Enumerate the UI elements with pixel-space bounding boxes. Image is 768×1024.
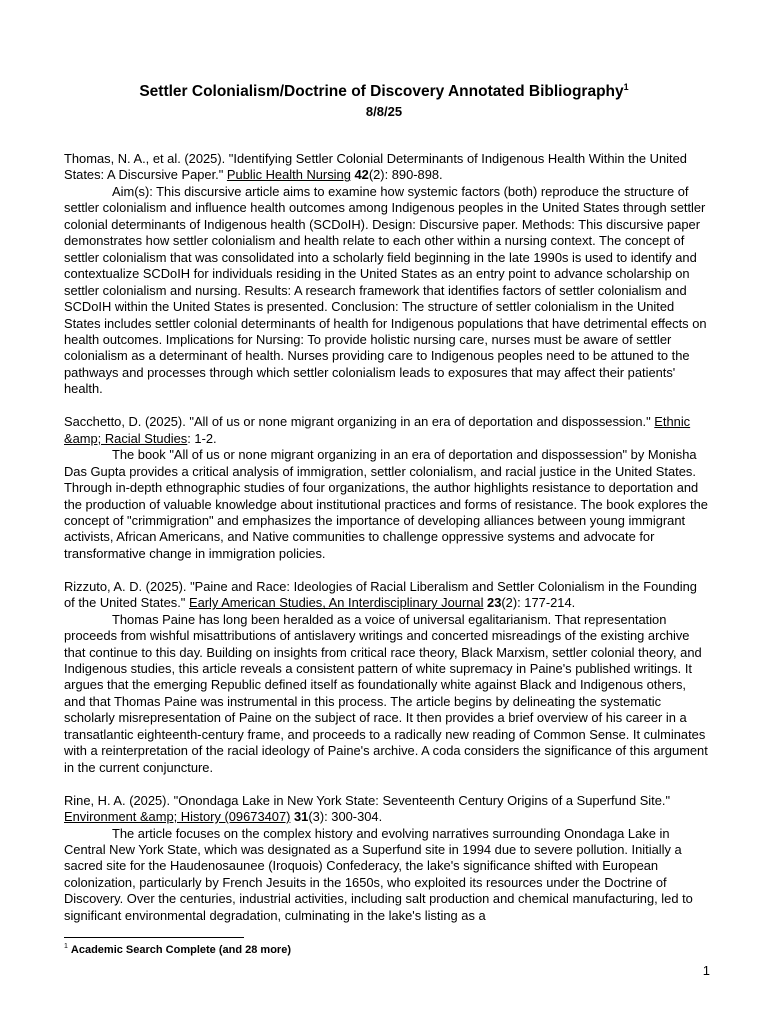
- entry-citation: [64, 414, 709, 447]
- journal-volume: 23: [487, 595, 502, 611]
- journal-name: Ethnic &amp; Racial Studies: [64, 414, 691, 446]
- footnote: [64, 943, 291, 957]
- journal-name: Environment &amp; History (09673407): [64, 809, 291, 825]
- entry-abstract: Thomas Paine has long been heralded as a voice of universal egalitarianism. That representation proceeds from wishful misattributions of antislavery writings and concerted misreadings of the existing archive that continue to this day. Building on insights from critical race theory, Black Marxism, settler colonial theory, and Indigenous studies, this article reveals a consistent pattern of white supremacy in Paine's published writings. It argues that the emerging Republic defined itself as foundationally white against Black and Indigenous others, and that Thomas Paine was instrumental in this process. The article begins by delineating the systematic scholarly misrepresentation of Paine on the subject of race. It then provides a brief overview of his career in a transatlantic eighteenth-century frame, and proceeds to a radically new reading of Common Sense. It culminates with a reinterpretation of the racial ideology of Paine's archive. A coda considers the significance of this argument in the current conjuncture.: [64, 611, 708, 775]
- issue-pages: : 1-2.: [187, 430, 217, 446]
- issue-pages: (2): 177-214.: [501, 595, 576, 611]
- journal-name: Public Health Nursing: [226, 167, 351, 183]
- journal-volume: 42: [354, 167, 369, 183]
- citation-text: Thomas, N. A., et al. (2025). "Identifying Settler Colonial Determinants of Indigenous Health Within the United States: A Discursive Paper.": [64, 151, 687, 183]
- document-date: 8/8/25: [365, 104, 403, 119]
- bibliography-entry: [64, 793, 709, 925]
- entry-citation: [64, 151, 709, 184]
- bibliography-entry: [64, 151, 709, 398]
- citation-text: Rine, H. A. (2025). "Onondaga Lake in New York State: Seventeenth Century Origins of a Superfund Site.": [64, 792, 671, 808]
- issue-pages: (2): 890-898.: [368, 167, 443, 183]
- footnote-text: Academic Search Complete (and 28 more): [70, 944, 291, 956]
- journal-name: Early American Studies, An Interdisciplinary Journal: [188, 595, 484, 611]
- entry-citation: [64, 793, 709, 826]
- entry-abstract: The book "All of us or none migrant organizing in an era of deportation and dispossession" by Monisha Das Gupta provides a critical analysis of immigration, settler colonialism, and racial justice in the United States. Through in-depth ethnographic studies of four organizations, the author highlights resistance to deportation and the production of valuable knowledge about institutional practices and forms of resistance. The book explores the concept of "crimmigration" and emphasizes the importance of developing alliances between young immigrant activists, African Americans, and Native communities to challenge oppressive systems and advocate for transformative change in immigration policies.: [64, 447, 708, 561]
- page-number: 1: [702, 963, 710, 978]
- entry-citation: [64, 579, 709, 612]
- entry-abstract: Aim(s): This discursive article aims to examine how systemic factors (both) reproduce the structure of settler colonialism and influence health outcomes among Indigenous peoples in the United States through settler colonial determinants of Indigenous health (SCDoIH). Design: Discursive paper. Methods: This discursive paper demonstrates how settler colonialism and health relate to each other within a nursing context. The concept of settler colonialism that was consolidated into a scholarly field beginning in the late 1990s is used to identify and contextualize SCDoIH for individuals residing in the United States as an entry point to advance scholarship on settler colonialism and nursing. Results: A research framework that identifies factors of settler colonialism and SCDoIH within the United States is presented. Conclusion: The structure of settler colonialism in the United States includes settler colonial determinants of health for Indigenous populations that have detrimental effects on health outcomes. Implications for Nursing: To provide holistic nursing care, nurses must be aware of settler colonialism as a determinant of health. Nurses providing care to Indigenous peoples need to be attuned to the pathways and processes through which settler colonialism leads to exposures that may affect their patients' health.: [64, 183, 707, 397]
- citation-text: Sacchetto, D. (2025). "All of us or none migrant organizing in an era of deportation and dispossession.": [64, 414, 655, 430]
- entry-abstract: The article focuses on the complex history and evolving narratives surrounding Onondaga Lake in Central New York State, which was designated as a Superfund site in 1994 due to severe pollution. Initially a sacred site for the Haudenosaunee (Iroquois) Confederacy, the lake's significance shifted with European colonization, particularly by French Jesuits in the 1650s, who exploited its resources under the Doctrine of Discovery. Over the centuries, industrial activities, including salt production and chemical manufacturing, led to significant environmental degradation, culminating in the lake's listing as a: [64, 825, 693, 923]
- footnote-marker: 1: [64, 943, 68, 951]
- page-title: [0, 82, 768, 102]
- citation-text: Rizzuto, A. D. (2025). "Paine and Race: Ideologies of Racial Liberalism and Settler Colonialism in the Founding of the United States.": [64, 578, 697, 611]
- bibliography-entry: [64, 414, 709, 562]
- issue-pages: (3): 300-304.: [308, 809, 383, 825]
- footnote-divider: [64, 937, 244, 938]
- bibliography-entry: [64, 579, 709, 776]
- title-text: Settler Colonialism/Doctrine of Discovery Annotated Bibliography: [139, 83, 624, 100]
- title-footnote-marker: 1: [623, 81, 629, 92]
- journal-volume: 31: [294, 809, 309, 825]
- bibliography-list: [64, 151, 709, 941]
